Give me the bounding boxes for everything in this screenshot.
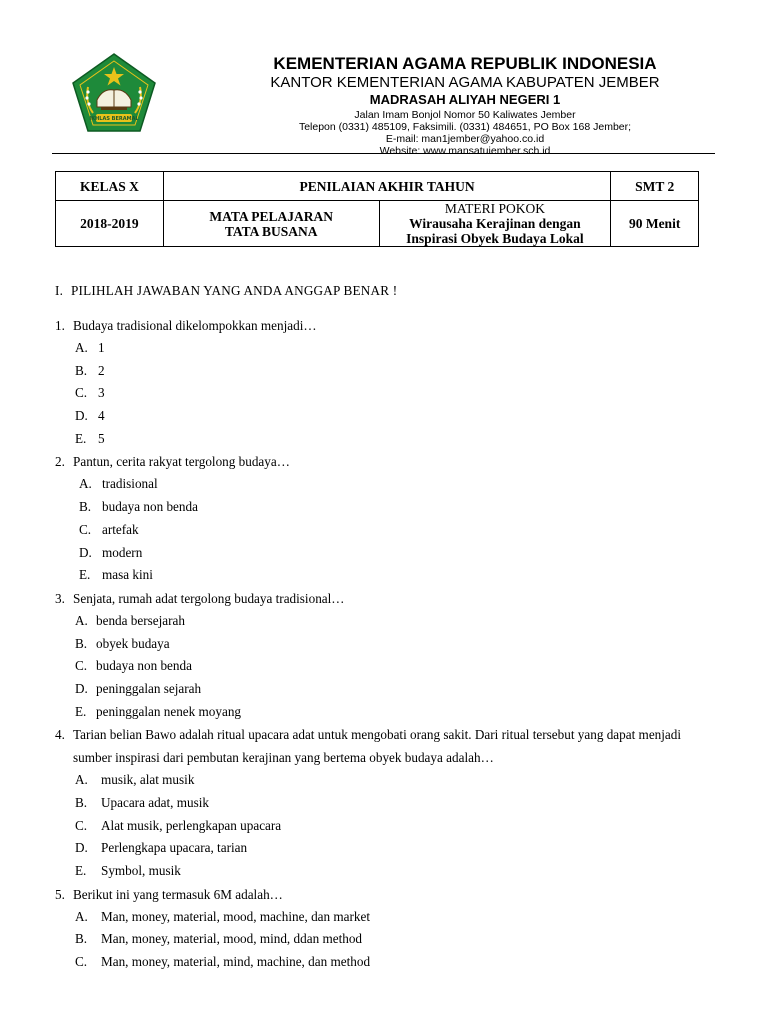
option-letter: B.	[75, 635, 88, 651]
ministry-name: KEMENTERIAN AGAMA REPUBLIK INDONESIA	[273, 54, 657, 73]
office-name: KANTOR KEMENTERIAN AGAMA KABUPATEN JEMBER	[270, 74, 660, 91]
question-item	[55, 587, 705, 723]
option-text: budaya non benda	[96, 658, 192, 674]
option-text: modern	[102, 544, 143, 560]
section-number: I.	[55, 283, 64, 298]
subject-cell	[163, 201, 379, 247]
answer-option	[55, 337, 705, 360]
answer-option	[55, 405, 705, 428]
option-text: musik, alat musik	[101, 772, 195, 788]
option-letter: A.	[75, 772, 88, 788]
option-letter: E.	[75, 703, 87, 719]
question-item	[55, 450, 705, 586]
duration-cell: 90 Menit	[611, 201, 699, 247]
answer-option	[55, 655, 705, 678]
school-email: E-mail: man1jember@yahoo.co.id	[385, 133, 545, 145]
exam-info-table	[55, 171, 699, 247]
option-letter: E.	[79, 567, 91, 583]
option-letter: C.	[79, 521, 92, 537]
assessment-cell: PENILAIAN AKHIR TAHUN	[163, 172, 610, 201]
question-text: Senjata, rumah adat tergolong budaya tradisional…	[73, 590, 345, 606]
question-text: Berikut ini yang termasuk 6M adalah…	[73, 886, 283, 902]
answer-option	[55, 360, 705, 383]
option-letter: B.	[75, 362, 88, 378]
school-website: Website: www.mansatuiember.sch.id	[379, 145, 551, 157]
answer-option	[55, 633, 705, 656]
answer-option	[55, 792, 705, 815]
question-item	[55, 883, 705, 974]
answer-option	[55, 428, 705, 451]
option-letter: D.	[75, 840, 88, 856]
question-number: 4.	[55, 727, 65, 743]
option-text: masa kini	[102, 567, 153, 583]
logo-motto-text: IKHLAS BERAMAL	[89, 116, 139, 123]
answer-option	[55, 837, 705, 860]
option-letter: D.	[79, 544, 92, 560]
materi-title: MATERI POKOK	[444, 201, 545, 216]
option-letter: D.	[75, 680, 88, 696]
option-letter: A.	[79, 476, 92, 492]
option-text: Perlengkapa upacara, tarian	[101, 840, 248, 856]
option-text: 3	[98, 385, 105, 401]
option-letter: A.	[75, 340, 88, 355]
semester-cell: SMT 2	[611, 172, 699, 201]
option-letter: B.	[79, 499, 92, 515]
question-section	[55, 280, 705, 974]
option-text: Alat musik, perlengkapan upacara	[101, 817, 282, 833]
option-text: budaya non benda	[102, 499, 198, 515]
option-letter: E.	[75, 430, 87, 446]
question-text: Pantun, cerita rakyat tergolong budaya…	[73, 454, 290, 470]
option-text: Man, money, material, mood, mind, ddan method	[101, 931, 363, 947]
option-letter: E.	[75, 863, 87, 879]
materi-cell	[379, 201, 611, 247]
letterhead-divider	[52, 153, 715, 154]
subject-title: MATA PELAJARAN	[209, 208, 333, 224]
option-text: tradisional	[102, 476, 158, 492]
materi-line-2: Inspirasi Obyek Budaya Lokal	[406, 231, 584, 246]
question-item	[55, 314, 705, 450]
year-cell: 2018-2019	[56, 201, 164, 247]
question-item	[55, 723, 705, 882]
section-heading	[55, 280, 705, 302]
option-text: Upacara adat, musik	[101, 795, 210, 810]
option-text: 4	[98, 408, 105, 424]
answer-option	[55, 382, 705, 405]
answer-option	[55, 519, 705, 542]
option-text: peninggalan nenek moyang	[96, 703, 242, 719]
class-cell: KELAS X	[56, 172, 164, 201]
answer-option	[55, 701, 705, 724]
school-address: Jalan Imam Bonjol Nomor 50 Kaliwates Jember	[354, 109, 576, 121]
option-text: 5	[98, 430, 105, 446]
answer-option	[55, 496, 705, 519]
option-letter: A.	[75, 908, 88, 924]
option-text: Man, money, material, mood, machine, dan market	[101, 908, 371, 924]
option-letter: D.	[75, 408, 88, 424]
option-text: Man, money, material, mind, machine, dan method	[101, 954, 371, 970]
question-number: 3.	[55, 590, 65, 606]
answer-option	[55, 815, 705, 838]
option-text: 2	[98, 362, 105, 378]
letterhead	[210, 54, 720, 157]
answer-option	[55, 769, 705, 792]
option-text: Symbol, musik	[101, 863, 181, 879]
answer-option	[55, 678, 705, 701]
kemenag-emblem-icon	[70, 52, 158, 134]
materi-line-1: Wirausaha Kerajinan dengan	[409, 216, 581, 231]
option-letter: C.	[75, 658, 88, 674]
answer-option	[55, 860, 705, 883]
option-letter: A.	[75, 612, 88, 628]
answer-option	[55, 928, 705, 951]
answer-option	[55, 951, 705, 974]
answer-option	[55, 542, 705, 565]
answer-option	[55, 906, 705, 929]
answer-option	[55, 473, 705, 496]
option-letter: B.	[75, 931, 88, 947]
school-name: MADRASAH ALIYAH NEGERI 1	[369, 92, 561, 107]
option-letter: B.	[75, 795, 88, 810]
option-text: obyek budaya	[96, 635, 170, 651]
question-number: 5.	[55, 886, 65, 902]
question-number: 1.	[55, 318, 65, 333]
option-text: 1	[98, 340, 105, 355]
answer-option	[55, 610, 705, 633]
option-letter: C.	[75, 817, 88, 833]
option-letter: C.	[75, 385, 88, 401]
question-number: 2.	[55, 454, 65, 470]
option-text: benda bersejarah	[96, 612, 185, 628]
option-text: peninggalan sejarah	[96, 680, 202, 696]
answer-option	[55, 564, 705, 587]
question-text: Tarian belian Bawo adalah ritual upacara adat untuk mengobati orang sakit. Dari ritual tersebut yang dapat menjadi sumber inspirasi dari pembutan kerajinan yang bertema obyek budaya adalah…	[73, 727, 682, 766]
option-letter: C.	[75, 954, 88, 970]
school-phone: Telepon (0331) 485109, Faksimili. (0331) 484651, PO Box 168 Jember;	[298, 121, 632, 133]
option-text: artefak	[102, 521, 139, 537]
question-text: Budaya tradisional dikelompokkan menjadi…	[73, 318, 317, 333]
section-title: PILIHLAH JAWABAN YANG ANDA ANGGAP BENAR !	[71, 283, 398, 298]
subject-name: TATA BUSANA	[224, 223, 318, 239]
